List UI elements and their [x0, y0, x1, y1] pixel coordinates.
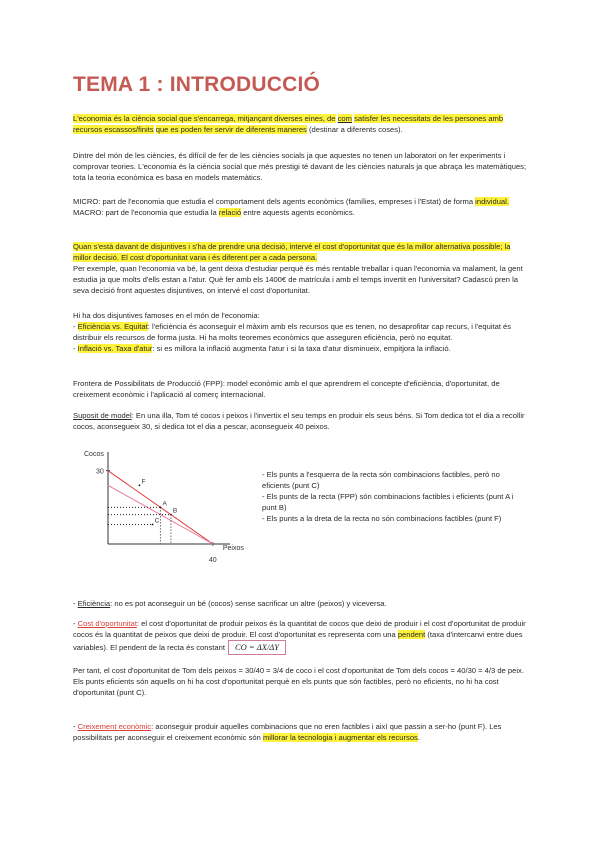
highlight-text: individual. [475, 197, 509, 206]
term-label: Eficiència [77, 599, 111, 608]
model-label: Suposit de model [73, 411, 132, 420]
paragraph-line: Els punts eficients són aquells on hi ha cost d'oportunitat perquè en els punts que són factibles, però no eficients, no hi ha cost d'oportunitat (punt C). [73, 677, 499, 697]
point-label-c: C [154, 517, 160, 525]
paragraph-sciences: Dintre del món de les ciències, és difícil de fer de les ciències socials ja que aquestes no tenen un laboratori on fer experiments i comprovar teories. L'economia és la ciència social que més prestigi té davant de les ciències naturals ja que abraça les matemàtiques; tota la teoria econòmica es basa en models matemàtics. [73, 151, 527, 182]
paragraph-text: Hi ha dos disjuntives famoses en el món de l'economia: [73, 311, 260, 320]
paragraph-text: : el cost d'oportunitat de produir peixos és la quantitat de cocos que deixi de produir i el cost d'oportunitat de produir cocos és la quantitat de peixos que deixi de produir. El cost d'oportunitat es representa com una [73, 619, 526, 639]
fpp-chart [80, 444, 250, 572]
highlight-text: millorar la tecnologia i augmentar els recursos [262, 733, 418, 742]
chart-notes [262, 469, 526, 524]
paragraph-efficiency [73, 598, 529, 609]
micro-text: MICRO: part de l'economia que estudia el comportament dels agents econòmics (famílies, empreses i l'Estat) de forma [73, 197, 476, 206]
paragraph-text: : En una illa, Tom té cocos i peixos i l'invertix el seu temps en produir els seus béns. Si Tom dedica tot el dia a recollir cocos, aconsegueix 30, si dedica tot el dia a pescar, aconsegueix 40 peixos. [73, 411, 525, 431]
paragraph-line: Per tant, el cost d'oportunitat de Tom dels peixos = 30/40 = 3/4 de coco i el cost d'oportunitat de Tom dels cocos = 40/30 = 4/3 de peix. [73, 666, 524, 675]
note-item: - Els punts de la recta (FPP) són combinacions factibles i eficients (punt A i punt B) [262, 492, 514, 512]
paragraph-text: . [417, 733, 420, 742]
list-dash: - [73, 722, 78, 731]
paragraph-text: : no es pot aconseguir un bé (cocos) sense sacrificar un altre (peixos) y viceversa. [110, 599, 387, 608]
note-item: - Els punts a l'esquerra de la recta són combinacions factibles, però no eficients (punt C) [262, 470, 500, 490]
paragraph-calc [73, 665, 529, 698]
paragraph-text: Per exemple, quan l'economia va bé, la gent deixa d'estudiar perquè és més rentable treballar i quan l'economia va malament, la gent estudia ja que molts d'ells estan a l'atur. Què fer amb els 1400€ de matrícula i amb el temps invertit en l'universitat? Cadascú pren la seva decisió front aquestes disjuntives, on intervé el cost d'oportunitat. [73, 264, 523, 295]
highlight-text: satisfer les necessitats de les persones amb recursos escassos/finits [73, 114, 504, 134]
y-tick-label: 30 [96, 468, 104, 476]
highlight-text: Inflació vs. Taxa d'atur [77, 344, 153, 353]
paragraph-definition [73, 113, 529, 135]
list-dash: - [73, 619, 78, 628]
list-item-text: : si es millora la inflació augmenta l'atur i si la taxa d'atur disminueix, empitjora la inflació. [152, 344, 451, 353]
point-label-b: B [172, 507, 178, 515]
page-title: TEMA 1 : INTRODUCCIÓ [73, 73, 321, 96]
paragraph-model [73, 410, 529, 432]
term-label: Cost d'oportunitat [77, 619, 137, 628]
paragraph-growth [73, 721, 529, 743]
list-dash: - [73, 599, 78, 608]
point-label-f: F [141, 478, 146, 486]
paragraph-micro-macro [73, 196, 529, 218]
x-tick-label: 40 [208, 557, 217, 564]
point-label-a: A [162, 500, 167, 508]
list-item-text: : l'eficiència és aconseguir el màxim amb els recursos que es tenen, no desaprofitar cap recurs, i l'equitat és distribuir els recursos de forma justa. Hi ha molts teoremes econòmics que asseguren eficiència, però no equitat. [73, 322, 512, 342]
highlight-text: Quan s'està davant de disjuntives i s'ha de prendre una decisió, intervé el cost d'oportunitat que és la millor alternativa possible; la millor decisió. El cost d'oportunitat varia i és diferent per a cada persona. [73, 242, 511, 262]
paragraph-cost [73, 618, 529, 655]
note-item: - Els punts a la dreta de la recta no són combinacions factibles (punt F) [262, 514, 502, 523]
underlined-highlight: com [337, 114, 352, 123]
paragraph-opportunity [73, 241, 529, 296]
point-b [170, 514, 172, 516]
paragraph-text: (destinar a diferents coses). [306, 125, 403, 134]
list-dash: - [73, 322, 78, 331]
point-c [152, 524, 154, 526]
list-dash: - [73, 344, 78, 353]
highlight-text: pendent [397, 630, 426, 639]
highlight-text: relació [218, 208, 242, 217]
paragraph-fpp: Frontera de Possibilitats de Producció (FPP): model econòmic amb el que aprendrem el concepte d'eficiència, d'oportunitat, de creixement econòmic i l'aplicació al comerç internacional. [73, 379, 500, 399]
paragraph-disjunctives [73, 310, 529, 354]
point-f [139, 484, 141, 486]
term-label: Creixement econòmic [77, 722, 152, 731]
point-a [160, 506, 162, 508]
highlight-text: que es poden fer servir de diferents maneres [155, 125, 307, 134]
paragraph-text: : aconseguir produir aquelles combinacions que no eren factibles i així que passin a ser-ho (punt F). Les possibilitats per aconseguir el creixement econòmic són [73, 722, 502, 742]
x-axis-label: Peixos [222, 545, 244, 552]
highlight-text: L'economia és la ciència social que s'encarrega, mitjançant diverses eines, de [73, 114, 336, 123]
y-axis-label: Cocos [84, 451, 104, 458]
formula-box: CO = ΔX/ΔY [228, 640, 286, 655]
paragraph-text: (taxa d'intercanvi entre dues variables). El pendent de la recta és constant [73, 630, 523, 652]
highlight-text: Eficiència vs. Equitat [77, 322, 148, 331]
macro-text: MACRO: part de l'economia que estudia la [73, 208, 219, 217]
macro-text-end: entre aquests agents econòmics. [241, 208, 355, 217]
